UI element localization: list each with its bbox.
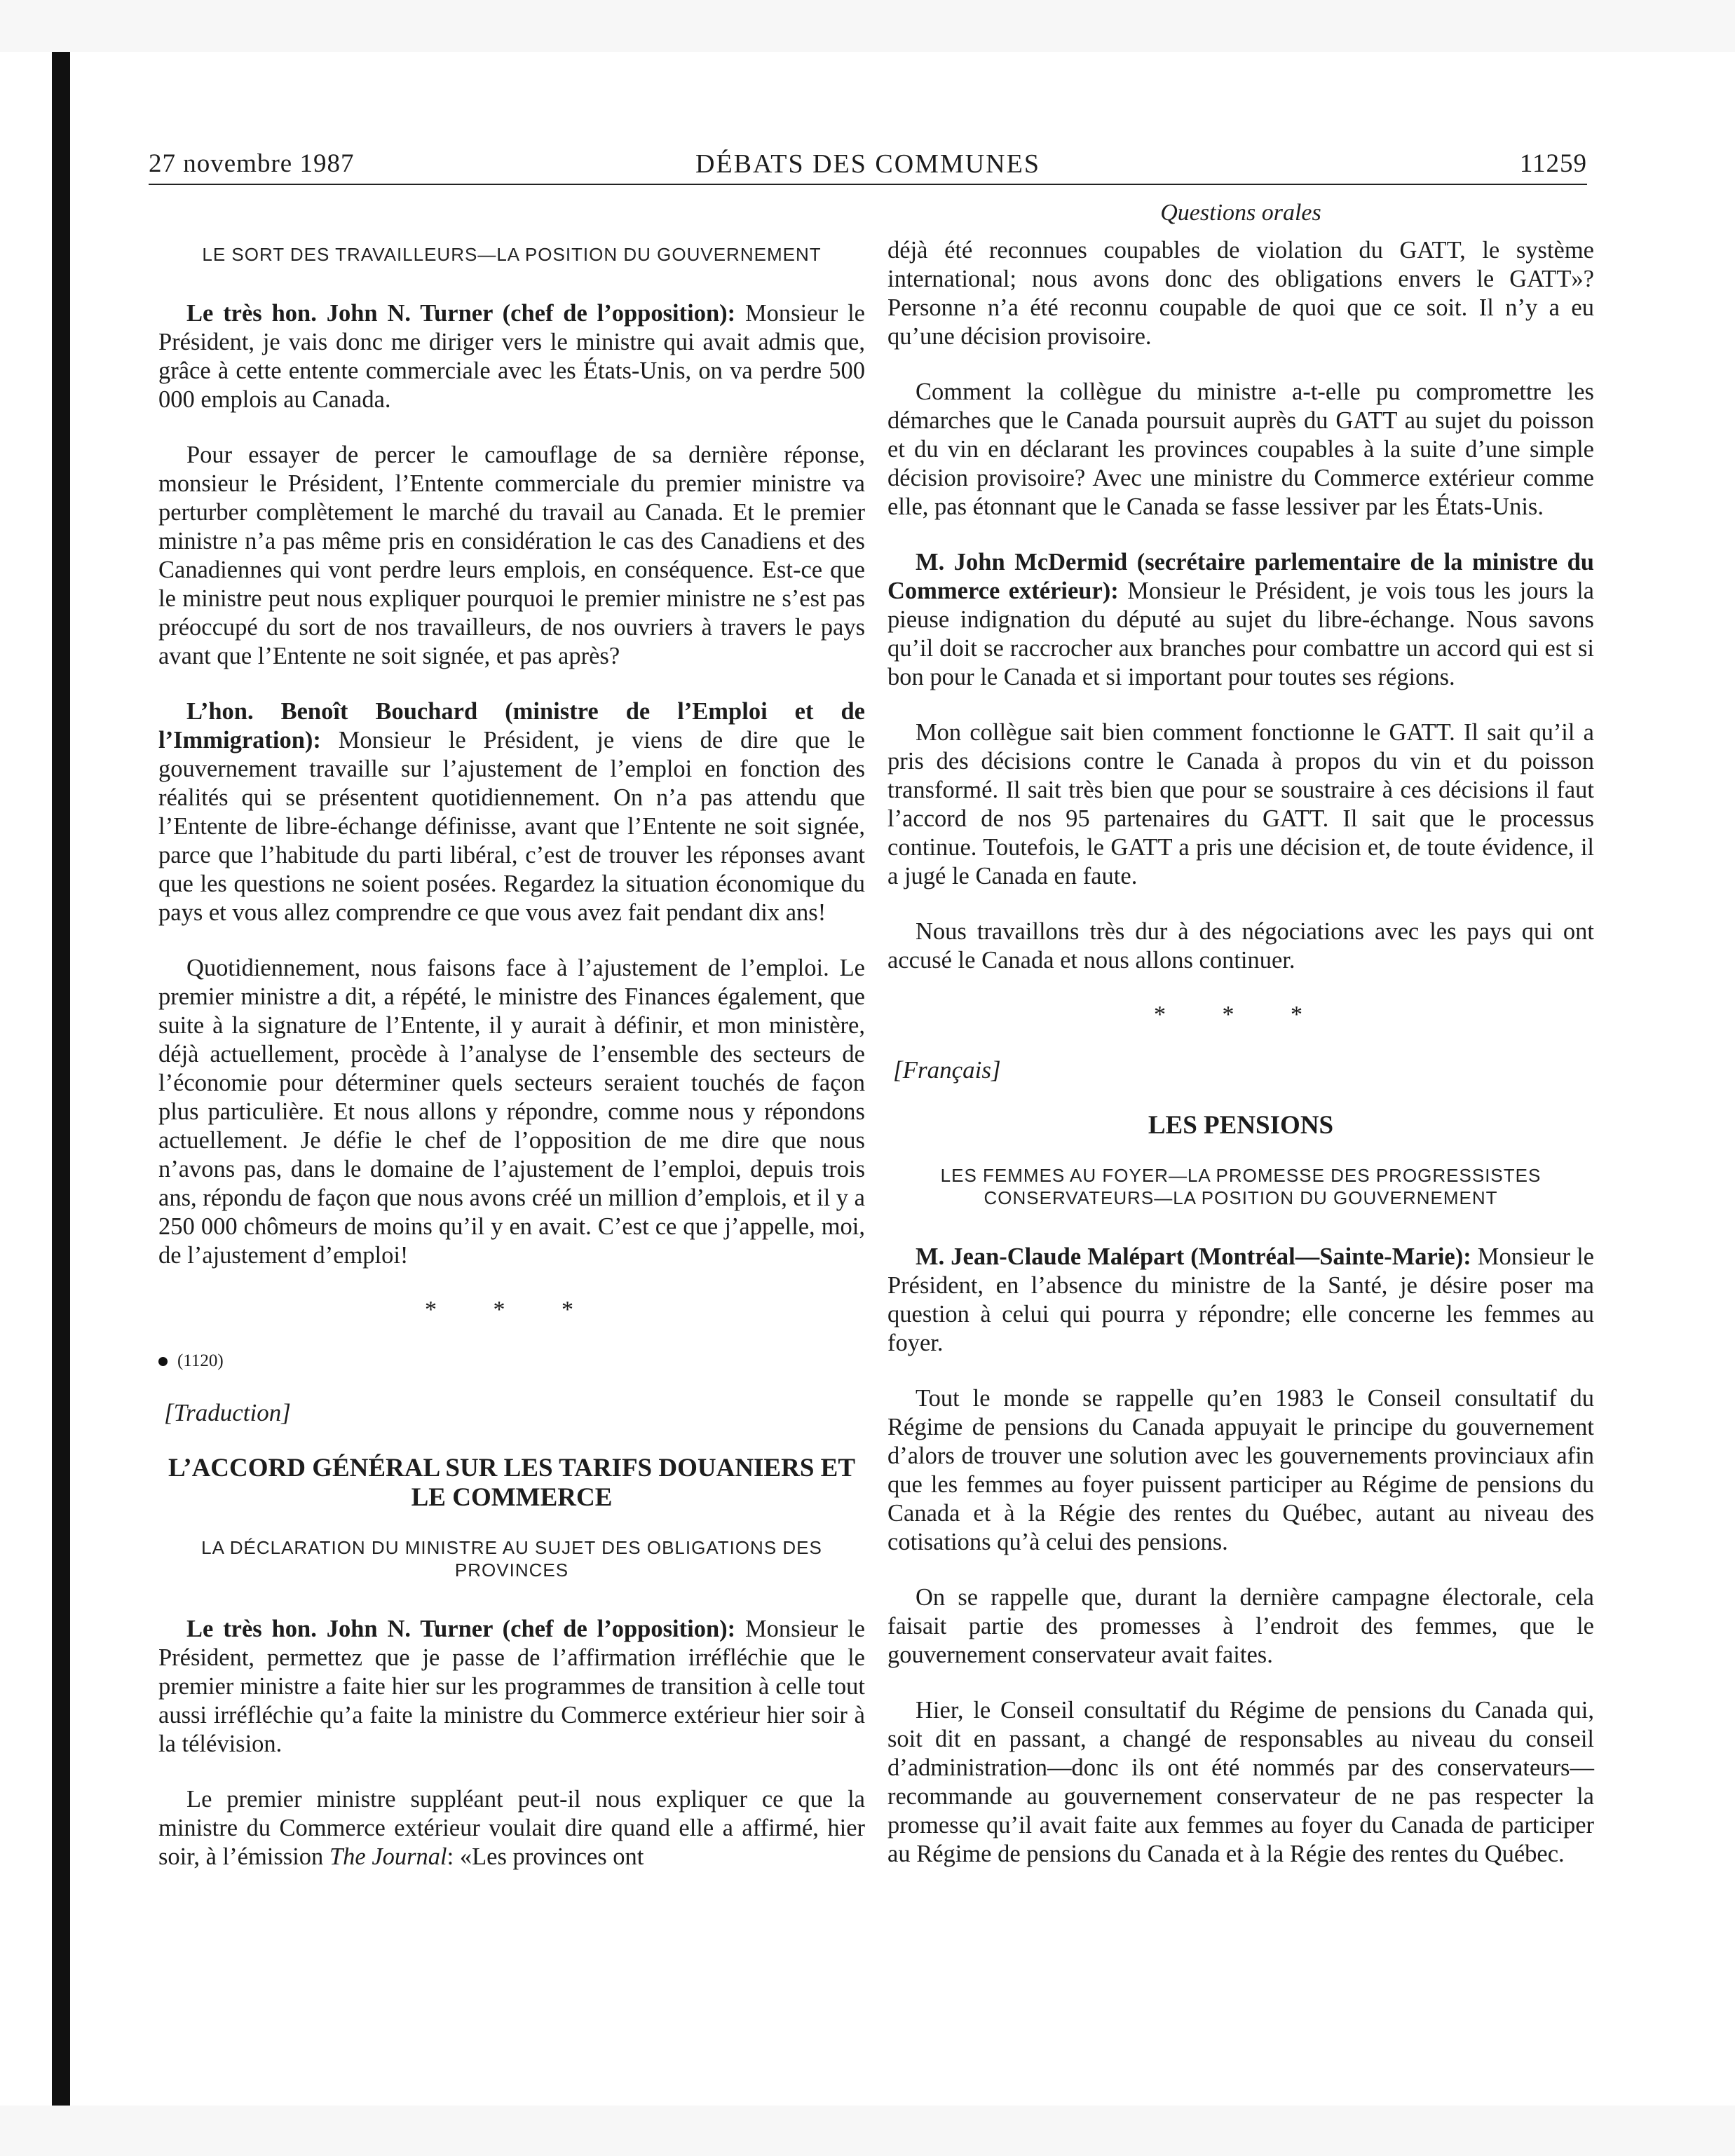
page-number: 11259	[1519, 149, 1587, 178]
speaker-name: Le très hon. John N. Turner (chef de l’opposition):	[186, 1616, 736, 1642]
section-heading: L’ACCORD GÉNÉRAL SUR LES TARIFS DOUANIERS ET LE COMMERCE	[168, 1454, 856, 1512]
section-subheading: LA DÉCLARATION DU MINISTRE AU SUJET DES OBLIGATIONS DES PROVINCES	[201, 1537, 822, 1581]
header-title: DÉBATS DES COMMUNES	[695, 149, 1040, 179]
speech-paragraph	[158, 1785, 865, 1871]
bullet-icon	[158, 1357, 168, 1366]
speaker-name: Le très hon. John N. Turner (chef de l’opposition):	[186, 300, 736, 327]
speech-text: Monsieur le Président, permettez que je passe de l’affirmation irréfléchie que le premier ministre a faite hier sur les programmes de transition à celle tout aussi irréfléchie qu’a faite la ministre du Commerce extérieur hier soir à la télévision.	[158, 1616, 865, 1757]
speech-paragraph: Pour essayer de percer le camouflage de sa dernière réponse, monsieur le Président, l’Entente commerciale du premier ministre va perturber complètement le marché du travail au Canada. Et le premier ministre n’a pas même pris en considération le cas des Canadiens et des Canadiennes qui vont perdre leurs emplois, en conséquence. Est-ce que le ministre peut nous expliquer pourquoi le premier ministre ne s’est pas préoccupé du sort de nos travailleurs, de nos ouvriers à travers le pays avant que l’Entente ne soit signée, et pas après?	[158, 442, 865, 669]
time-marker	[158, 1351, 865, 1371]
speech-paragraph: Hier, le Conseil consultatif du Régime de pensions du Canada qui, soit dit en passant, a changé de responsables au niveau du conseil d’administration—donc ils ont été nommés par des conservateurs—recommande au gouvernement conservateur de ne pas respecter la promesse qu’il avait faite aux femmes au foyer du Canada de participer au Régime de pensions du Canada et à la Régie des rentes du Québec.	[887, 1697, 1594, 1867]
speech-paragraph	[158, 1615, 865, 1759]
speech-text: Le premier ministre suppléant peut-il nous expliquer ce que la ministre du Commerce extérieur voulait dire quand elle a affirmé, hier soir, à l’émission	[158, 1786, 865, 1870]
program-title: The Journal	[329, 1843, 447, 1870]
language-marker: [Traduction]	[164, 1399, 291, 1426]
scan-margin-top	[0, 0, 1735, 52]
speech-paragraph	[887, 548, 1594, 692]
speech-paragraph: On se rappelle que, durant la dernière campagne électorale, cela faisait partie des promesses à l’endroit des femmes, que le gouvernement conservateur avait faites.	[887, 1584, 1594, 1668]
header-date: 27 novembre 1987	[149, 149, 355, 178]
speech-paragraph: Comment la collègue du ministre a-t-elle pu compromettre les démarches que le Canada poursuit auprès du GATT au sujet du poisson et du vin en déclarant les provinces coupables à la suite d’une simple décision provisoire? Avec une ministre du Commerce extérieur comme elle, pas étonnant que le Canada se fasse lessiver par les États-Unis.	[887, 378, 1594, 520]
speech-paragraph: Tout le monde se rappelle qu’en 1983 le Conseil consultatif du Régime de pensions du Canada appuyait le principe du gouvernement d’alors de trouver une solution avec les gouvernements provinciaux afin que les femmes au foyer puissent participer au Régime de pensions du Canada et à la Régie des rentes du Québec, autant au niveau des cotisations qu’à celui des pensions.	[887, 1385, 1594, 1555]
speech-paragraph: déjà été reconnues coupables de violation du GATT, le système international; nous avons donc des obligations envers le GATT»? Personne n’a été reconnu coupable de quoi que ce soit. Il n’y a eu qu’une décision provisoire.	[887, 237, 1594, 350]
speaker-name: M. Jean-Claude Malépart (Montréal—Sainte-Marie):	[916, 1243, 1471, 1270]
speech-paragraph: Mon collègue sait bien comment fonctionne le GATT. Il sait qu’il a pris des décisions contre le Canada à propos du vin et du poisson transformé. Il sait très bien que pour se soustraire à ces décisions il faut l’accord de nos 95 partenaires du GATT. Il sait que le processus continue. Toutefois, le GATT a pris une décision et, de toute évidence, il a jugé le Canada en faute.	[887, 719, 1594, 889]
language-marker: [Français]	[893, 1056, 1001, 1084]
speech-paragraph: Nous travaillons très dur à des négociations avec les pays qui ont accusé le Canada et nous allons continuer.	[887, 918, 1594, 974]
section-subheading: LES FEMMES AU FOYER—LA PROMESSE DES PROGRESSISTES CONSERVATEURS—LA POSITION DU GOUVERNEMENT	[940, 1165, 1542, 1208]
speech-text: Monsieur le Président, je vois tous les jours la pieuse indignation du député au sujet du libre-échange. Nous savons qu’il doit se raccrocher aux branches pour combattre un accord qui est si bon pour le Canada et si important pour toutes ses régions.	[887, 578, 1594, 690]
time-marker-text: (1120)	[177, 1351, 224, 1370]
speech-paragraph	[158, 697, 865, 927]
left-column	[158, 200, 865, 1898]
speaker-name: L’hon. Benoît Bouchard (ministre de l’Emploi et de l’Immigration):	[158, 698, 865, 753]
section-separator: * * *	[1154, 1002, 1328, 1028]
speech-text: Monsieur le Président, je viens de dire que le gouvernement travaille sur l’ajustement de l’emploi en fonction des réalités qui se présentent quotidiennement. On n’a pas attendu que l’Entente de libre-échange définisse, avant que l’Entente ne soit signée, parce que l’habitude du parti libéral, c’est de trouver les réponses avant que les questions ne soient posées. Regardez la situation économique du pays et vous allez comprendre ce que vous avez fait pendant dix ans!	[158, 727, 865, 926]
scan-binding-bar	[52, 52, 70, 2106]
speaker-name: M. John McDermid (secrétaire parlementaire de la ministre du Commerce extérieur):	[887, 549, 1594, 604]
speech-paragraph	[158, 299, 865, 414]
speech-paragraph	[887, 1243, 1594, 1358]
section-heading: LES PENSIONS	[1148, 1111, 1334, 1140]
column-header: Questions orales	[1160, 200, 1321, 226]
scan-margin-bottom	[0, 2106, 1735, 2156]
header-rule	[149, 184, 1587, 185]
section-separator: * * *	[425, 1297, 599, 1323]
speech-text: Monsieur le Président, en l’absence du ministre de la Santé, je désire poser ma question à celui qui pourra y répondre; elle concerne les femmes au foyer.	[887, 1243, 1594, 1356]
section-subheading: LE SORT DES TRAVAILLEURS—LA POSITION DU GOUVERNEMENT	[202, 244, 822, 265]
right-column	[887, 200, 1594, 1895]
speech-paragraph: Quotidiennement, nous faisons face à l’ajustement de l’emploi. Le premier ministre a dit, a répété, le ministre des Finances également, que suite à la signature de l’Entente, il y aurait à définir, et mon ministère, déjà actuellement, procède à l’analyse de l’ensemble des secteurs de l’économie pour déterminer quels secteurs seraient touchés de façon plus particulière. Et nous allons y répondre, comme nous y répondons actuellement. Je défie le chef de l’opposition de me dire que nous n’avons pas, dans le domaine de l’ajustement de l’emploi, depuis trois ans, répondu de façon que nous avons créé un million d’emplois, et il y a 250 000 chômeurs de moins qu’il y en avait. C’est ce que j’appelle, moi, de l’ajustement d’emploi!	[158, 955, 865, 1269]
running-header	[149, 149, 1587, 184]
speech-text: Monsieur le Président, je vais donc me diriger vers le ministre qui avait admis que, grâce à cette entente commerciale avec les États-Unis, on va perdre 500 000 emplois au Canada.	[158, 300, 865, 413]
speech-text: : «Les provinces ont	[447, 1843, 644, 1870]
